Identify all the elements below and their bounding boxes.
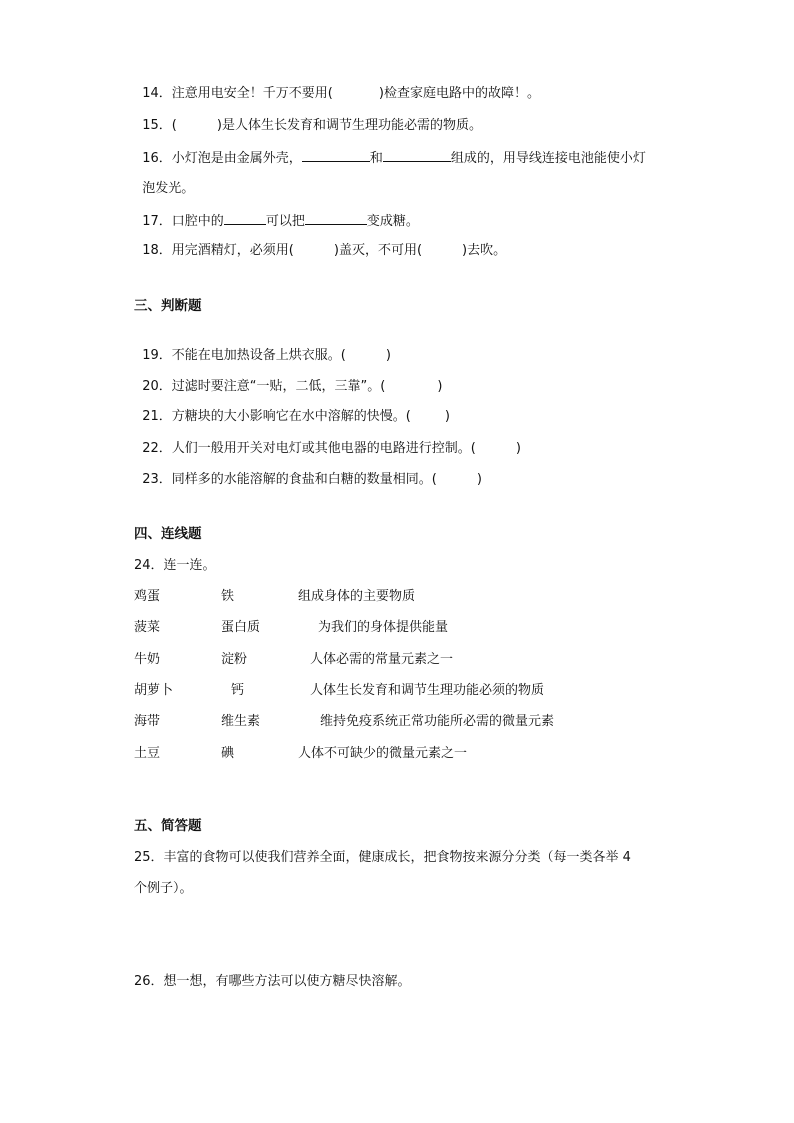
nutrient-item[interactable]: 维生素 xyxy=(221,714,261,729)
question-21 xyxy=(134,390,450,426)
q17-blank-2[interactable] xyxy=(305,211,367,225)
food-item[interactable]: 牛奶 xyxy=(134,652,161,667)
question-25-line2: 个例子）。 xyxy=(134,881,193,896)
question-14 xyxy=(134,67,540,103)
q23-text: 23．同样多的水能溶解的食盐和白糖的数量相同。( xyxy=(142,472,437,487)
nutrient-item[interactable]: 淀粉 xyxy=(221,652,248,667)
q15-suffix: )是人体生长发育和调节生理功能必需的物质。 xyxy=(216,118,482,133)
function-item[interactable]: 组成身体的主要物质 xyxy=(298,589,416,604)
food-item[interactable]: 菠菜 xyxy=(134,620,161,635)
q17-part-b: 可以把 xyxy=(265,214,305,229)
q21-text: 21．方糖块的大小影响它在水中溶解的快慢。( xyxy=(142,409,411,424)
q18-part-a: 18．用完酒精灯，必须用( xyxy=(142,243,294,258)
q15-prefix: 15．( xyxy=(142,118,177,133)
function-item[interactable]: 维持免疫系统正常功能所必需的微量元素 xyxy=(320,714,555,729)
question-25-line1: 25．丰富的食物可以使我们营养全面，健康成长，把食物按来源分分类（每一类各举 4 xyxy=(134,850,631,865)
nutrient-item[interactable]: 铁 xyxy=(221,589,235,604)
q18-part-c: )去吹。 xyxy=(462,243,507,258)
q16-blank-1[interactable] xyxy=(302,148,370,162)
section-4-heading: 四、连线题 xyxy=(134,526,202,542)
function-item[interactable]: 人体必需的常量元素之一 xyxy=(310,652,454,667)
q21-end: ) xyxy=(444,409,450,424)
section-3-heading: 三、判断题 xyxy=(134,298,202,314)
nutrient-item[interactable]: 钙 xyxy=(231,683,245,698)
q16-part-a: 16．小灯泡是由金属外壳， xyxy=(142,151,302,166)
question-18 xyxy=(134,224,506,260)
q16-part-c: 组成的，用导线连接电池能使小灯 xyxy=(450,151,646,166)
q17-part-a: 17．口腔中的 xyxy=(142,214,224,229)
q23-end: ) xyxy=(476,472,482,487)
food-item[interactable]: 土豆 xyxy=(134,746,161,761)
function-item[interactable]: 人体不可缺少的微量元素之一 xyxy=(298,746,468,761)
nutrient-item[interactable]: 碘 xyxy=(221,746,235,761)
q16-part-b: 和 xyxy=(369,151,383,166)
q22-text: 22．人们一般用开关对电灯或其他电器的电路进行控制。( xyxy=(142,441,476,456)
question-23 xyxy=(134,453,482,489)
q14-prefix: 14．注意用电安全！千万不要用( xyxy=(142,86,333,101)
q19-end: ) xyxy=(385,348,391,363)
q14-suffix: )检查家庭电路中的故障！。 xyxy=(378,86,540,101)
function-item[interactable]: 人体生长发育和调节生理功能必须的物质 xyxy=(310,683,545,698)
food-item[interactable]: 鸡蛋 xyxy=(134,589,161,604)
food-item[interactable]: 海带 xyxy=(134,714,161,729)
q20-text: 20．过滤时要注意“一贴，二低，三靠”。( xyxy=(142,379,386,394)
question-26: 26．想一想，有哪些方法可以使方糖尽快溶解。 xyxy=(134,974,411,989)
q17-part-c: 变成糖。 xyxy=(366,214,419,229)
q18-part-b: )盖灭，不可用( xyxy=(333,243,423,258)
question-24-prompt: 24．连一连。 xyxy=(134,558,216,573)
food-item[interactable]: 胡萝卜 xyxy=(134,683,174,698)
section-5-heading: 五、简答题 xyxy=(134,818,202,834)
question-16-line1 xyxy=(134,130,646,168)
q16-line2: 泡发光。 xyxy=(142,181,195,196)
q20-end: ) xyxy=(437,379,443,394)
q22-end: ) xyxy=(515,441,521,456)
nutrient-item[interactable]: 蛋白质 xyxy=(221,620,261,635)
function-item[interactable]: 为我们的身体提供能量 xyxy=(318,620,449,635)
q19-text: 19．不能在电加热设备上烘衣服。( xyxy=(142,348,346,363)
q17-blank-1[interactable] xyxy=(224,211,266,225)
q16-blank-2[interactable] xyxy=(383,148,451,162)
